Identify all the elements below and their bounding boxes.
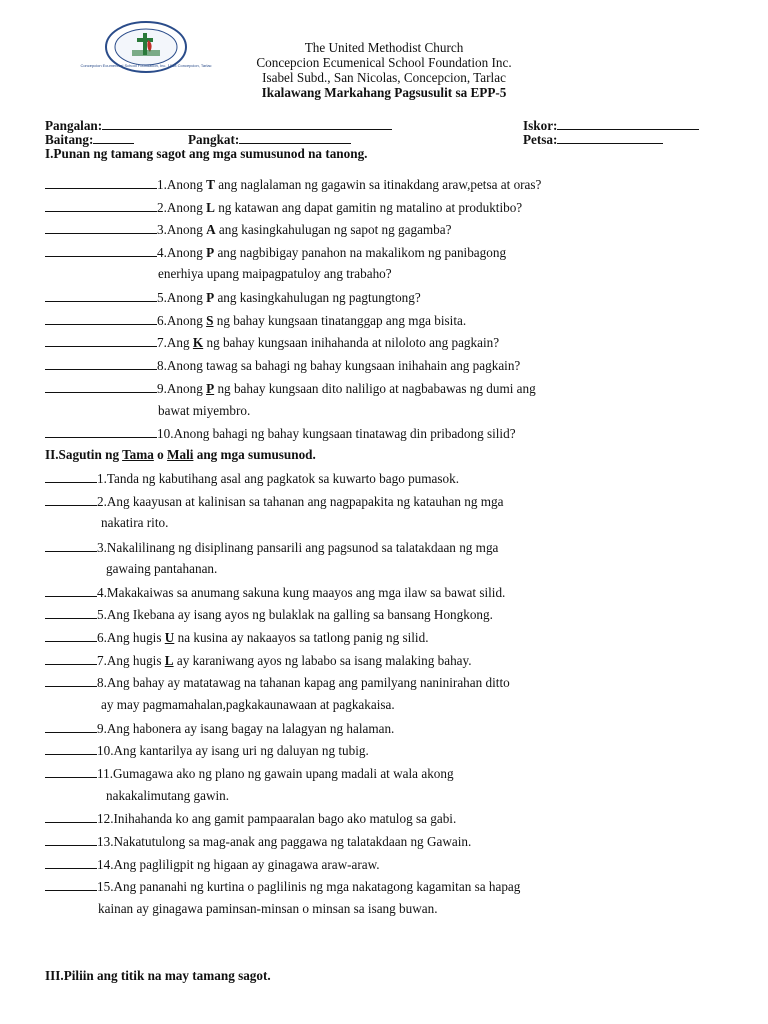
date-label: Petsa:	[523, 132, 558, 147]
question-2: 2.Anong L ng katawan ang dapat gamitin ng matalino at produktibo?	[45, 199, 522, 216]
question-9-cont: bawat miyembro.	[158, 403, 251, 418]
statement-9: 9.Ang habonera ay isang bagay na lalagyan ng halaman.	[45, 720, 394, 737]
statement-15-cont: kainan ay ginagawa paminsan-minsan o minsan sa isang buwan.	[98, 901, 438, 916]
score-label: Iskor:	[523, 118, 558, 133]
question-10: 10.Anong bahagi ng bahay kungsaan tinatawag din pribadong silid?	[45, 425, 516, 442]
answer-blank[interactable]	[45, 334, 157, 347]
section1-title: I.Punan ng tamang sagot ang mga sumusunod na tanong.	[45, 146, 368, 161]
statement-1: 1.Tanda ng kabutihang asal ang pagkatok sa kuwarto bago pumasok.	[45, 470, 459, 487]
answer-blank[interactable]	[45, 221, 157, 234]
section-blank[interactable]	[239, 131, 351, 144]
answer-blank[interactable]	[45, 584, 97, 597]
statement-11: 11.Gumagawa ako ng plano ng gawain upang madali at wala akong	[45, 765, 454, 782]
statement-7: 7.Ang hugis L ay karaniwang ayos ng lababo sa isang malaking bahay.	[45, 652, 472, 669]
church-name: The United Methodist Church	[304, 40, 464, 55]
answer-blank[interactable]	[45, 244, 157, 257]
answer-blank[interactable]	[45, 425, 157, 438]
statement-15: 15.Ang pananahi ng kurtina o paglilinis ng mga nakatagong kagamitan sa hapag	[45, 878, 520, 895]
answer-blank[interactable]	[45, 765, 97, 778]
question-3: 3.Anong A ang kasingkahulugan ng sapot ng gagamba?	[45, 221, 451, 238]
question-7: 7.Ang K ng bahay kungsaan inihahanda at niloloto ang pagkain?	[45, 334, 499, 351]
statement-13: 13.Nakatutulong sa mag-anak ang paggawa ng talatakdaan ng Gawain.	[45, 833, 471, 850]
question-4: 4.Anong P ang nagbibigay panahon na makalikom ng panibagong	[45, 244, 506, 261]
statement-4: 4.Makakaiwas sa anumang sakuna kung maayos ang mga ilaw sa bawat silid.	[45, 584, 505, 601]
school-address: Isabel Subd., San Nicolas, Concepcion, Tarlac	[262, 70, 506, 85]
answer-blank[interactable]	[45, 878, 97, 891]
question-8: 8.Anong tawag sa bahagi ng bahay kungsaan inihahain ang pagkain?	[45, 357, 520, 374]
score-blank[interactable]	[557, 117, 699, 130]
answer-blank[interactable]	[45, 493, 97, 506]
answer-blank[interactable]	[45, 606, 97, 619]
answer-blank[interactable]	[45, 539, 97, 552]
section3-title: III.Piliin ang titik na may tamang sagot.	[45, 968, 271, 983]
date-field	[523, 131, 663, 148]
exam-title: Ikalawang Markahang Pagsusulit sa EPP-5	[261, 85, 507, 100]
answer-blank[interactable]	[45, 810, 97, 823]
statement-8-cont: ay may pagmamahalan,pagkakaunawaan at pagkakaisa.	[101, 697, 395, 712]
answer-blank[interactable]	[45, 856, 97, 869]
section2-title: II.Sagutin ng Tama o Mali ang mga sumusunod.	[45, 447, 316, 462]
statement-10: 10.Ang kantarilya ay isang uri ng daluyan ng tubig.	[45, 742, 369, 759]
school-name: Concepcion Ecumenical School Foundation Inc.	[256, 55, 512, 70]
statement-3-cont: gawaing pantahanan.	[106, 561, 218, 576]
answer-blank[interactable]	[45, 199, 157, 212]
answer-blank[interactable]	[45, 674, 97, 687]
answer-blank[interactable]	[45, 380, 157, 393]
logo-text: Concepcion Ecumenical School Foundation, Inc. 1968 Concepcion, Tarlac	[80, 63, 212, 68]
question-4-cont: enerhiya upang maipagpatuloy ang trabaho?	[158, 266, 392, 281]
answer-blank[interactable]	[45, 470, 97, 483]
question-9: 9.Anong P ng bahay kungsaan dito naliligo at nagbabawas ng dumi ang	[45, 380, 536, 397]
statement-2-cont: nakatira rito.	[101, 515, 169, 530]
grade-label: Baitang:	[45, 132, 94, 147]
answer-blank[interactable]	[45, 833, 97, 846]
answer-blank[interactable]	[45, 720, 97, 733]
answer-blank[interactable]	[45, 652, 97, 665]
statement-11-cont: nakakalimutang gawin.	[106, 788, 230, 803]
statement-3: 3.Nakalilinang ng disiplinang pansarili ang pagsunod sa talatakdaan ng mga	[45, 539, 498, 556]
statement-8: 8.Ang bahay ay matatawag na tahanan kapag ang pamilyang naninirahan ditto	[45, 674, 510, 691]
answer-blank[interactable]	[45, 357, 157, 370]
statement-6: 6.Ang hugis U na kusina ay nakaayos sa tatlong panig ng silid.	[45, 629, 429, 646]
statement-12: 12.Inihahanda ko ang gamit pampaaralan bago ako matulog sa gabi.	[45, 810, 456, 827]
statement-5: 5.Ang Ikebana ay isang ayos ng bulaklak na galling sa bansang Hongkong.	[45, 606, 493, 623]
question-5: 5.Anong P ang kasingkahulugan ng pagtungtong?	[45, 289, 421, 306]
answer-blank[interactable]	[45, 742, 97, 755]
answer-blank[interactable]	[45, 312, 157, 325]
answer-blank[interactable]	[45, 629, 97, 642]
statement-2: 2.Ang kaayusan at kalinisan sa tahanan ang nagpapakita ng katauhan ng mga	[45, 493, 503, 510]
answer-blank[interactable]	[45, 176, 157, 189]
question-1: 1.Anong T ang naglalaman ng gagawin sa itinakdang araw,petsa at oras?	[45, 176, 541, 193]
question-6: 6.Anong S ng bahay kungsaan tinatanggap ang mga bisita.	[45, 312, 466, 329]
section-label: Pangkat:	[188, 132, 240, 147]
grade-blank[interactable]	[93, 131, 134, 144]
statement-14: 14.Ang pagliligpit ng higaan ay ginagawa araw-araw.	[45, 856, 380, 873]
name-blank[interactable]	[102, 117, 392, 130]
name-label: Pangalan:	[45, 118, 103, 133]
answer-blank[interactable]	[45, 289, 157, 302]
date-blank[interactable]	[557, 131, 663, 144]
